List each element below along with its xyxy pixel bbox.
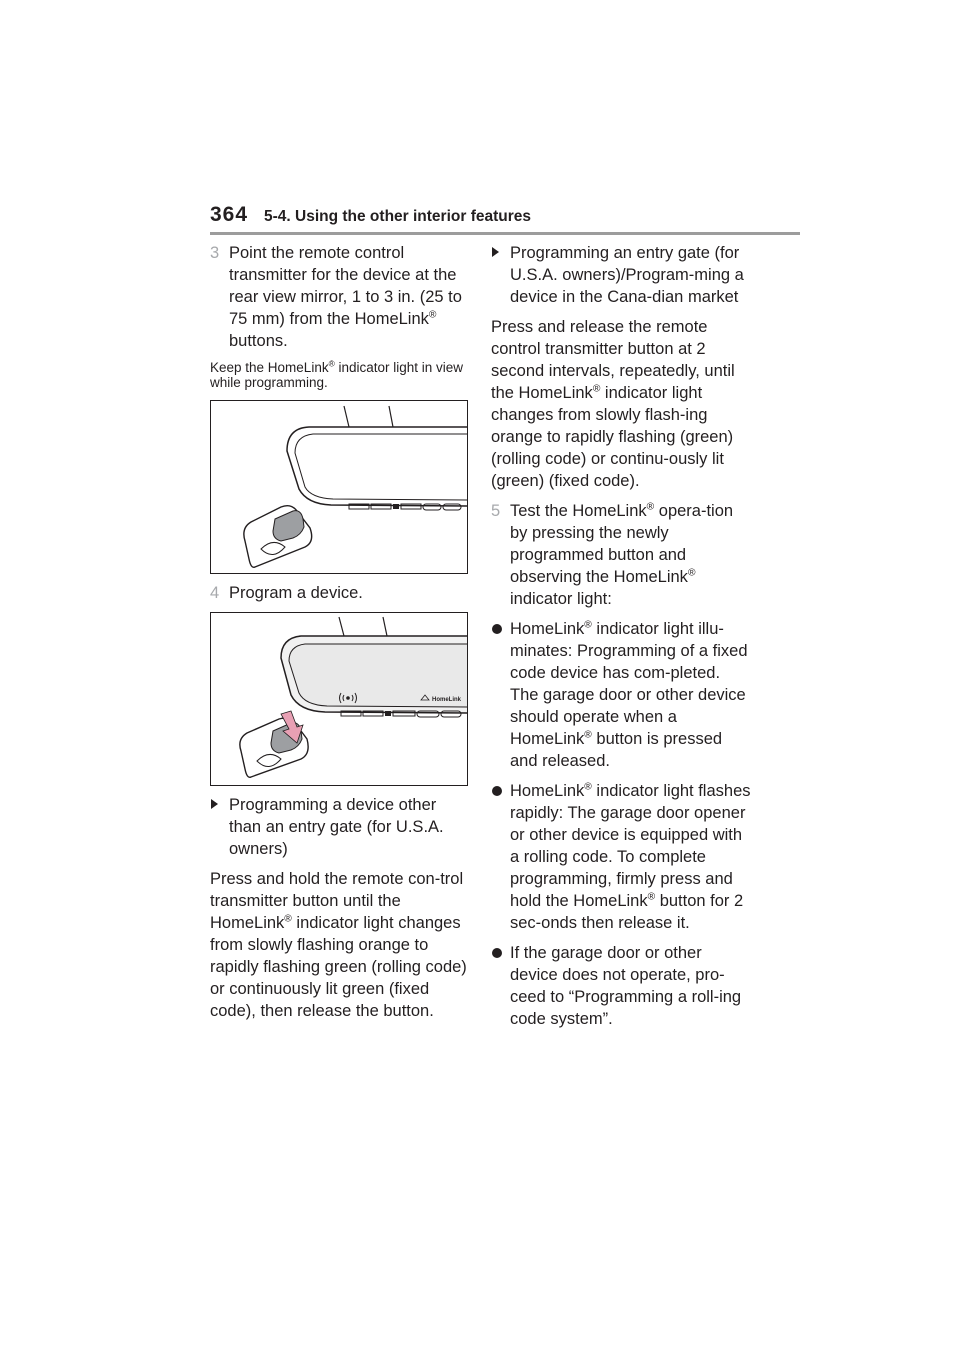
registered-mark: ® bbox=[584, 781, 592, 793]
step-3 bbox=[210, 242, 468, 352]
header-rule bbox=[210, 232, 800, 235]
bullet-dot-icon bbox=[492, 948, 502, 958]
paragraph-press-release: Press and release the remote control transmitter button at 2 second intervals, repeatedly, until the HomeLink® indicator light changes from slowly flash-ing orange to rapidly flashing (green) (rolling code) or continu-ously lit (green) (fixed code). bbox=[491, 318, 735, 490]
step-5: 5 Test the HomeLink® opera-tion by pressing the newly programmed button and observing the HomeLink® indicator light: bbox=[491, 501, 734, 608]
step-text: Point the remote control transmitter for the device at the rear view mirror, 1 to 3 in. (25 to 75 mm) from the HomeLink bbox=[229, 244, 462, 328]
bullet-dot-icon bbox=[492, 786, 502, 796]
item-other-device: Programming a device other than an entry gate (for U.S.A. owners) bbox=[210, 794, 468, 860]
figure-mirror-transmitter bbox=[210, 400, 468, 574]
bullet-not-operate: If the garage door or other device does not operate, pro-ceed to “Programming a roll-ing code system”. bbox=[491, 942, 751, 1030]
remote-transmitter-icon bbox=[244, 506, 312, 568]
registered-mark: ® bbox=[584, 729, 592, 741]
step-number: 4 bbox=[210, 584, 220, 602]
step-text: Program a device. bbox=[229, 584, 363, 602]
left-column bbox=[210, 242, 468, 1030]
paragraph-press-hold: Press and hold the remote con-trol transmitter button until the HomeLink® indicator light changes from slowly flashing orange to rapidly flashing green (rolling code) or continuously lit green (fixed code), then release the button. bbox=[210, 870, 467, 1020]
mirror-press-illustration bbox=[211, 613, 467, 785]
step-4 bbox=[210, 582, 468, 604]
right-column bbox=[491, 242, 751, 1038]
triangle-bullet-icon bbox=[492, 247, 499, 257]
registered-mark: ® bbox=[428, 309, 437, 321]
item-entry-gate: Programming an entry gate (for U.S.A. owners)/Program-ming a device in the Cana-dian market bbox=[491, 242, 751, 308]
registered-mark: ® bbox=[687, 567, 696, 579]
mirror-illustration bbox=[211, 401, 467, 573]
figure-caption: Keep the HomeLink® indicator light in view while programming. bbox=[210, 358, 464, 390]
figure-program-device bbox=[210, 612, 468, 786]
page-number: 364 bbox=[210, 203, 249, 226]
triangle-bullet-icon bbox=[211, 799, 218, 809]
page-header bbox=[210, 203, 800, 235]
homelink-label: HomeLink bbox=[432, 697, 462, 703]
step-number: 5 bbox=[491, 502, 501, 520]
step-number: 3 bbox=[210, 244, 220, 262]
bullet-light-flashes: HomeLink® indicator light flashes rapidly: The garage door opener or other device is equipped with a rolling code. To complete programming, firmly press and hold the HomeLink® button for 2 sec-onds then release it. bbox=[491, 780, 751, 934]
registered-mark: ® bbox=[584, 619, 592, 631]
bullet-dot-icon bbox=[492, 624, 502, 634]
registered-mark: ® bbox=[592, 383, 601, 395]
step-text-end: buttons. bbox=[229, 332, 288, 350]
bullet-light-illuminates: HomeLink® indicator light illu-minates: Programming of a fixed code device has com-pleted. The garage door or other device should operate when a HomeLink® button is pressed and released. bbox=[491, 618, 751, 772]
registered-mark: ® bbox=[284, 913, 292, 925]
registered-mark: ® bbox=[646, 501, 655, 513]
registered-mark: ® bbox=[647, 891, 656, 903]
registered-mark: ® bbox=[328, 358, 335, 369]
section-title: 5-4. Using the other interior features bbox=[264, 208, 531, 225]
